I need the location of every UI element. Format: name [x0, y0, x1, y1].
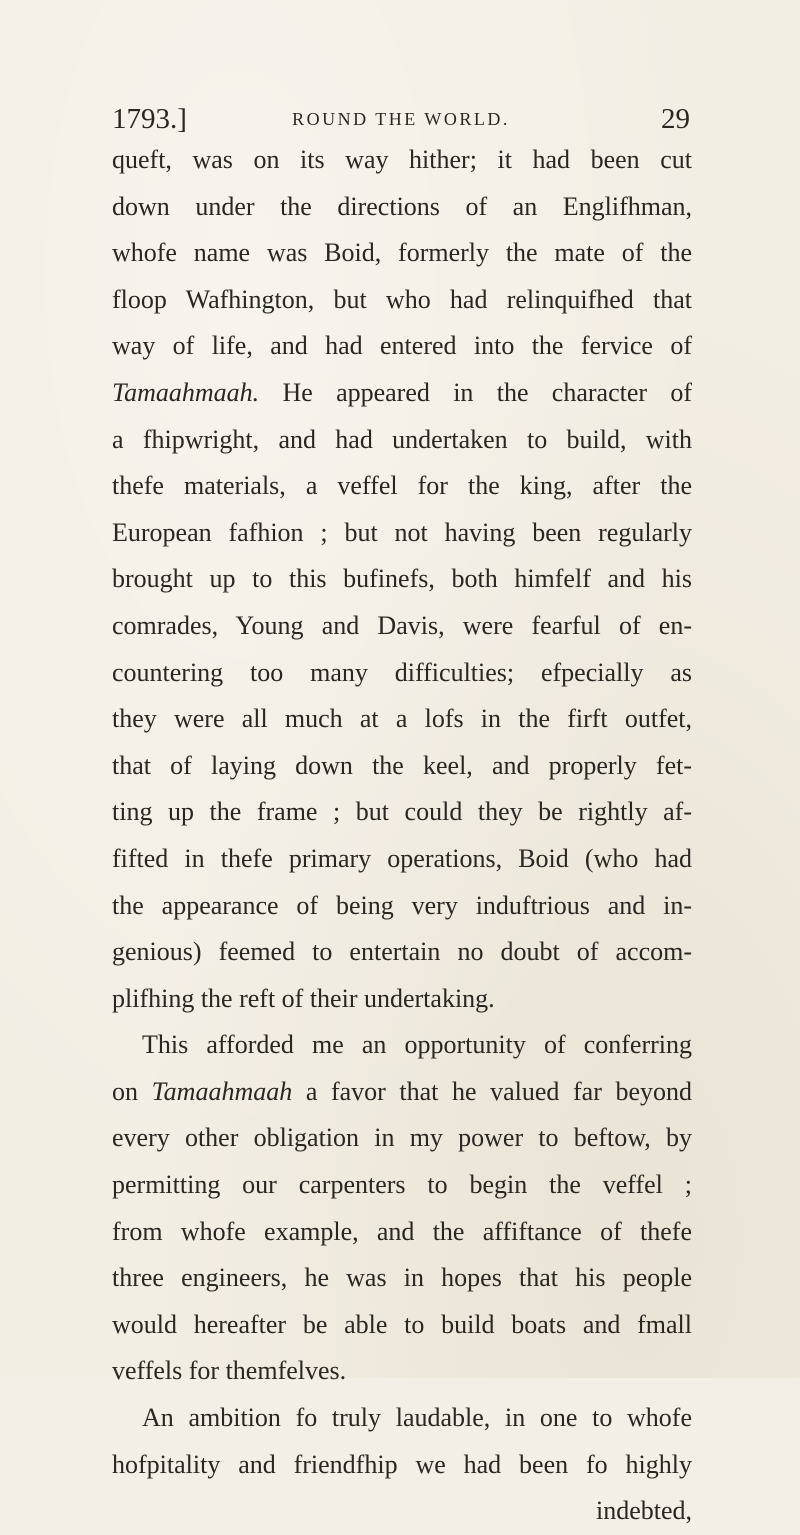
- text-line: [112, 1115, 692, 1162]
- text-line-content: indebted,: [595, 1496, 692, 1526]
- text-line-content: hofpitality and friendfhip we had been fo highly: [112, 1449, 692, 1479]
- text-line: [112, 789, 692, 836]
- text-line-content: every other obligation in my power to beftow, by: [112, 1123, 692, 1153]
- header-year: 1793.]: [112, 103, 187, 135]
- running-title: ROUND THE WORLD.: [292, 109, 510, 129]
- italic-name: Tamaahmaah: [151, 1076, 293, 1106]
- text-line-content: comrades, Young and Davis, were fearful of en-: [112, 610, 692, 640]
- text-line: [112, 743, 692, 790]
- text-line-content: fifted in thefe primary operations, Boid (who had: [112, 843, 692, 873]
- text-line: [112, 976, 692, 1023]
- text-line: [112, 603, 692, 650]
- text-line-content: He appeared in the character of: [259, 377, 692, 407]
- text-line-content: three engineers, he was in hopes that his people: [112, 1263, 692, 1293]
- text-line-content: queft, was on its way hither; it had been cut: [112, 145, 692, 174]
- text-line: [112, 184, 692, 231]
- text-line: [112, 696, 692, 743]
- text-line-content: that of laying down the keel, and properly fet-: [112, 750, 692, 780]
- text-line: [112, 1209, 692, 1256]
- text-line-content: brought up to this bufinefs, both himfelf and his: [112, 564, 692, 594]
- text-line-content: countering too many difficulties; efpecially as: [112, 657, 692, 687]
- text-line: [112, 1488, 692, 1535]
- text-line-content: would hereafter be able to build boats and fmall: [112, 1309, 692, 1339]
- text-line: [112, 1442, 692, 1489]
- body-text: [112, 137, 692, 1535]
- text-line: [112, 1022, 692, 1069]
- text-line: [112, 230, 692, 277]
- text-line-content: veffels for themfelves.: [112, 1356, 347, 1386]
- text-line-content: they were all much at a lofs in the firft outfet,: [112, 704, 692, 734]
- text-line: [112, 1069, 692, 1116]
- text-line-content: genious) feemed to entertain no doubt of accom-: [112, 937, 692, 967]
- text-line-content: a fhipwright, and had undertaken to build, with: [112, 424, 692, 454]
- text-line: [112, 417, 692, 464]
- text-line-content: the appearance of being very induftrious and in-: [112, 890, 692, 920]
- text-line: [112, 836, 692, 883]
- text-line-content: from whofe example, and the affiftance of thefe: [112, 1216, 692, 1246]
- text-line: [112, 1395, 692, 1442]
- text-line-content: European fafhion ; but not having been regularly: [112, 517, 692, 547]
- page-number: 29: [661, 103, 690, 135]
- text-line-content: whofe name was Boid, formerly the mate of the: [112, 238, 692, 268]
- text-line: [112, 137, 692, 184]
- text-line: [112, 277, 692, 324]
- text-line-content: An ambition fo truly laudable, in one to whofe: [142, 1403, 692, 1433]
- text-line: [112, 323, 692, 370]
- text-line: [112, 370, 692, 417]
- text-line: [112, 1162, 692, 1209]
- text-line: [112, 650, 692, 697]
- text-line: [112, 1255, 692, 1302]
- text-line: [112, 1302, 692, 1349]
- text-line-content: way of life, and had entered into the fervice of: [112, 331, 692, 361]
- text-line-prefix: on: [112, 1076, 152, 1106]
- text-line: [112, 463, 692, 510]
- text-line-content: a favor that he valued far beyond: [292, 1076, 693, 1106]
- text-line: [112, 929, 692, 976]
- text-line: [112, 1348, 692, 1395]
- text-line-content: down under the directions of an Englifhman,: [112, 191, 692, 221]
- text-line: [112, 510, 692, 557]
- text-line-content: permitting our carpenters to begin the veffel ;: [112, 1170, 692, 1200]
- text-line-content: ting up the frame ; but could they be rightly af-: [112, 797, 692, 827]
- text-line-content: plifhing the reft of their undertaking.: [112, 983, 495, 1013]
- text-line: [112, 883, 692, 930]
- text-line-content: thefe materials, a veffel for the king, after the: [112, 471, 692, 501]
- text-line: [112, 556, 692, 603]
- italic-name: Tamaahmaah.: [112, 377, 260, 407]
- text-line-content: This afforded me an opportunity of conferring: [142, 1030, 692, 1060]
- text-line-content: floop Wafhington, but who had relinquifhed that: [112, 284, 692, 314]
